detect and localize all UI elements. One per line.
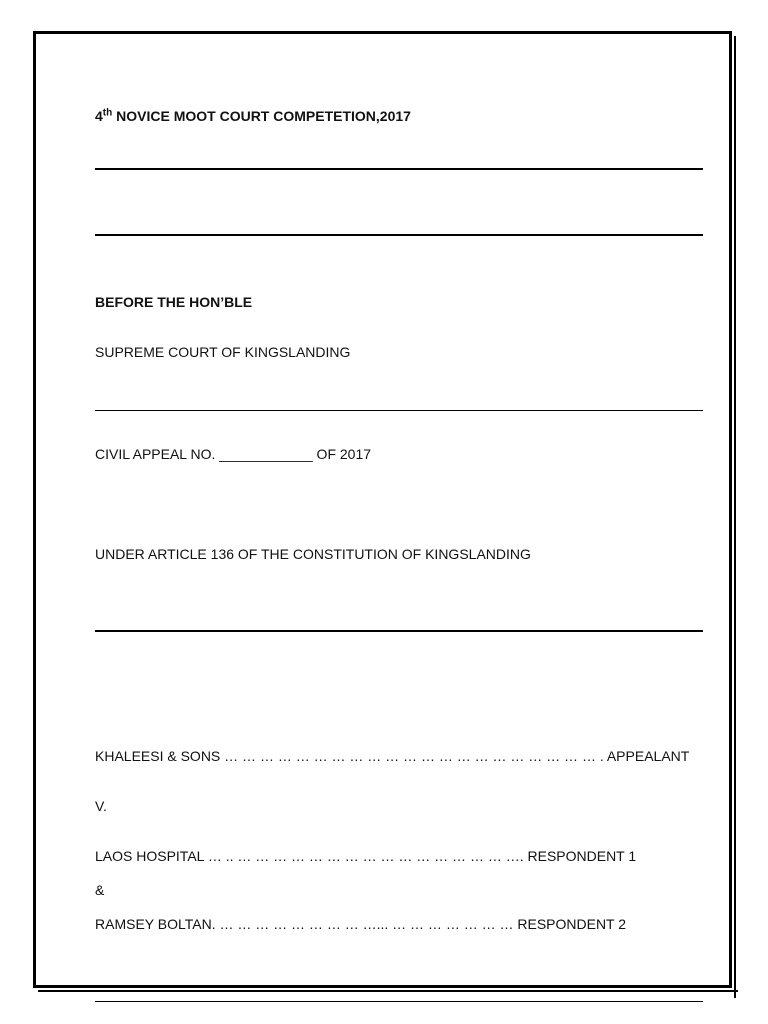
divider-3: [95, 410, 703, 411]
under-article: UNDER ARTICLE 136 OF THE CONSTITUTION OF KINGSLANDING: [95, 546, 531, 562]
divider-2: [95, 234, 703, 236]
ampersand: &: [95, 882, 105, 898]
respondent-2-line: RAMSEY BOLTAN. … … … … … … … … …... … … … … … … … RESPONDENT 2: [95, 916, 627, 932]
respondent-1-line: LAOS HOSPITAL … .. … … … … … … … … … … … … … … … …. RESPONDENT 1: [95, 848, 637, 864]
before-heading: BEFORE THE HON’BLE: [95, 294, 253, 310]
versus: V.: [95, 798, 107, 814]
competition-title: [95, 108, 411, 124]
appellant-line: KHALEESI & SONS … … … … … … … … … … … … … … … … … … … … … . APPEALANT: [95, 748, 690, 764]
title-number: 4: [95, 108, 103, 124]
court-name: SUPREME COURT OF KINGSLANDING: [95, 344, 351, 360]
title-ordinal-suffix: th: [102, 107, 113, 119]
title-text: NOVICE MOOT COURT COMPETETION,2017: [112, 108, 411, 124]
page-border: [33, 31, 732, 988]
divider-4: [95, 630, 703, 632]
divider-bottom: [95, 1001, 703, 1002]
divider-1: [95, 168, 703, 170]
civil-appeal-number: CIVIL APPEAL NO. ____________ OF 2017: [95, 446, 372, 462]
